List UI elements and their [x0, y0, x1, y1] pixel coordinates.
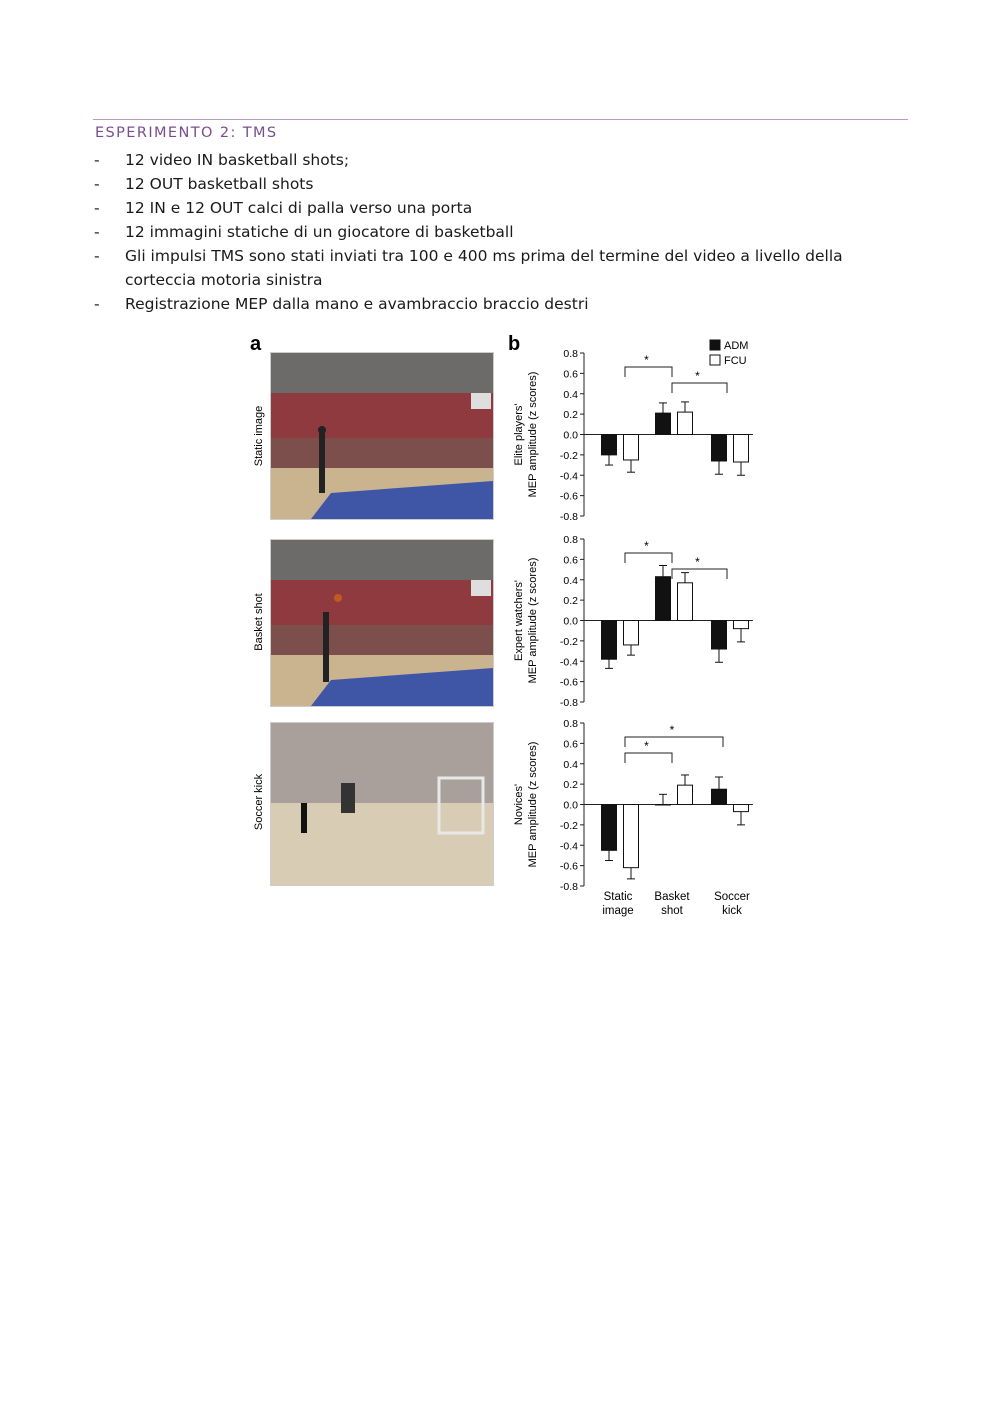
y-tick-label: -0.4	[559, 470, 578, 483]
photo-label-soccer: Soccer kick	[253, 773, 265, 831]
bar-fcu	[678, 412, 693, 434]
list-item: - 12 OUT basketball shots	[94, 175, 314, 193]
y-tick-label: 0.2	[563, 595, 578, 608]
y-tick-label: -0.6	[559, 490, 578, 503]
significance-bracket	[625, 753, 672, 763]
y-tick-label: 0.0	[563, 429, 578, 442]
y-tick-label: -0.2	[559, 635, 578, 648]
y-tick-label: -0.2	[559, 449, 578, 462]
significance-bracket	[625, 553, 672, 563]
y-tick-label: -0.8	[559, 697, 578, 709]
bar-adm	[656, 577, 671, 621]
significance-star: *	[695, 555, 700, 569]
significance-star: *	[644, 353, 649, 367]
significance-bracket	[625, 737, 723, 747]
bar-adm	[602, 435, 617, 455]
legend-fcu-swatch	[710, 355, 720, 365]
panel-b-label: b	[508, 333, 521, 355]
y-tick-label: 0.6	[563, 368, 578, 381]
bar-fcu	[624, 621, 639, 645]
y-tick-label: 0.2	[563, 409, 578, 422]
x-tick-label: shot	[661, 905, 683, 917]
bar-adm	[602, 621, 617, 660]
x-tick-label: Soccer	[714, 891, 750, 903]
bullet-list	[93, 148, 873, 316]
y-tick-label: -0.6	[559, 676, 578, 689]
y-tick-label: -0.8	[559, 511, 578, 523]
list-item: - 12 video IN basketball shots;	[94, 151, 350, 169]
y-axis-label: Elite players'	[513, 403, 525, 466]
significance-bracket	[672, 569, 727, 579]
y-tick-label: -0.6	[559, 860, 578, 873]
y-tick-label: -0.8	[559, 881, 578, 893]
y-tick-label: 0.4	[563, 758, 578, 771]
y-tick-label: 0.6	[563, 738, 578, 751]
bar-fcu	[678, 583, 693, 621]
bar-adm	[602, 805, 617, 851]
bar-adm	[656, 805, 671, 806]
y-tick-label: 0.4	[563, 388, 578, 401]
panel-a-label: a	[250, 333, 262, 355]
bar-adm	[712, 789, 727, 804]
legend-fcu-label: FCU	[724, 355, 747, 367]
y-tick-label: 0.2	[563, 779, 578, 792]
y-tick-label: 0.0	[563, 799, 578, 812]
bar-fcu	[624, 435, 639, 460]
section-heading: ESPERIMENTO 2: TMS	[95, 125, 278, 141]
y-axis-label: Expert watchers'	[513, 580, 525, 661]
significance-bracket	[625, 367, 672, 377]
y-tick-label: 0.0	[563, 615, 578, 628]
bar-fcu	[734, 435, 749, 463]
y-axis-label: Novices'	[513, 783, 525, 826]
bar-fcu	[734, 805, 749, 812]
x-tick-label: kick	[722, 905, 742, 917]
photo-label-static: Static image	[253, 405, 265, 467]
y-tick-label: -0.2	[559, 819, 578, 832]
bar-adm	[712, 435, 727, 461]
y-axis-label: MEP amplitude (z scores)	[527, 557, 539, 684]
significance-star: *	[644, 539, 649, 553]
x-tick-label: Static	[603, 891, 633, 903]
significance-star: *	[695, 369, 700, 383]
y-tick-label: 0.6	[563, 554, 578, 567]
bar-adm	[656, 413, 671, 434]
legend-adm-label: ADM	[724, 340, 749, 352]
y-tick-label: -0.4	[559, 656, 578, 669]
list-item: - Gli impulsi TMS sono stati inviati tra 100 e 400 ms prima del termine del video a livello della corteccia motoria sinistra	[94, 247, 843, 289]
figure	[248, 330, 768, 920]
significance-star: *	[644, 739, 649, 753]
x-tick-label: image	[602, 905, 634, 917]
y-axis-label: MEP amplitude (z scores)	[527, 371, 539, 498]
legend-adm-swatch	[710, 340, 720, 350]
bar-fcu	[734, 621, 749, 629]
header-rule	[93, 119, 908, 120]
y-tick-label: 0.4	[563, 574, 578, 587]
bar-adm	[712, 621, 727, 650]
y-tick-label: 0.8	[563, 718, 578, 730]
y-tick-label: -0.4	[559, 840, 578, 853]
list-item: - 12 IN e 12 OUT calci di palla verso una porta	[94, 199, 473, 217]
significance-star: *	[669, 723, 675, 737]
photo-label-basket: Basket shot	[253, 593, 265, 651]
bar-fcu	[624, 805, 639, 868]
bar-fcu	[678, 785, 693, 804]
x-tick-label: Basket	[654, 891, 690, 903]
list-item: - 12 immagini statiche di un giocatore di basketball	[94, 223, 514, 241]
y-tick-label: 0.8	[563, 348, 578, 360]
y-axis-label: MEP amplitude (z scores)	[527, 741, 539, 868]
y-tick-label: 0.8	[563, 534, 578, 546]
chart-canvas	[248, 330, 768, 920]
significance-bracket	[672, 383, 727, 393]
list-item: - Registrazione MEP dalla mano e avambraccio braccio destri	[94, 295, 589, 313]
